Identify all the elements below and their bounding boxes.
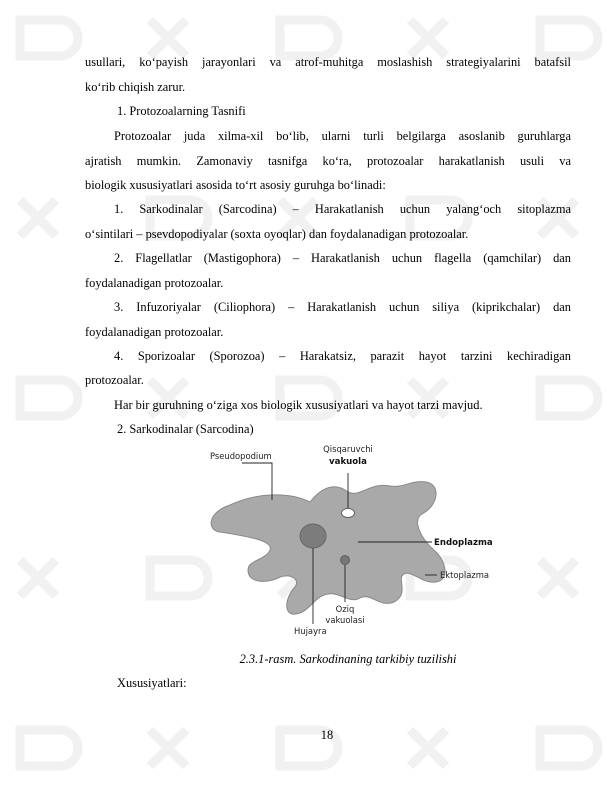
label-pseudopodium: Pseudopodium (210, 451, 272, 461)
list-item: 4. Sporizoalar (Sporozoa) – Harakatsiz, parazit hayot tarzini kechiradigan (114, 349, 571, 363)
paragraph-line: ko‘rib chiqish zarur. (85, 80, 186, 94)
list-item-continuation: foydalanadigan protozoalar. (85, 325, 224, 339)
list-item-continuation: protozoalar. (85, 373, 144, 387)
contractile-vacuole (342, 509, 355, 518)
paragraph-line: Protozoalar juda xilma-xil bo‘lib, ularni turli belgilarga asoslanib guruhlarga (114, 129, 571, 143)
amoeba-diagram (200, 442, 510, 642)
amoeba-cell-body (211, 482, 445, 614)
label-oziq-line1: Oziq (335, 604, 355, 614)
section-heading: 2. Sarkodinalar (Sarcodina) (117, 422, 254, 436)
list-item: 3. Infuzoriyalar (Ciliophora) – Harakatlanish uchun siliya (kiprikchalar) dan (114, 300, 571, 314)
label-vakuola-line2: vakuola (329, 457, 367, 467)
pseudopodium-pointer (242, 463, 272, 500)
list-item-continuation: o‘sintilari – psevdopodiyalar (soxta oyoqlar) dan foydalanadigan protozoalar. (85, 227, 469, 241)
nucleus (300, 524, 326, 548)
paragraph-line: ajratish mumkin. Zamonaviy tasnifga ko‘ra, protozoalar harakatlanish usuli va (85, 154, 571, 168)
paragraph-line: Xususiyatlari: (117, 676, 187, 690)
paragraph-line: biologik xususiyatlari asosida to‘rt asosiy guruhga bo‘linadi: (85, 178, 386, 192)
label-endoplazma: Endoplazma (434, 538, 493, 548)
figure-caption: 2.3.1-rasm. Sarkodinaning tarkibiy tuzilishi (239, 652, 457, 666)
paragraph-line: usullari, ko‘payish jarayonlari va atrof-muhitga moslashish strategiyalarini batafsil (85, 55, 571, 69)
list-item: 1. Sarkodinalar (Sarcodina) – Harakatlanish uchun yalang‘och sitoplazma (114, 202, 571, 216)
section-heading: 1. Protozoalarning Tasnifi (117, 104, 246, 118)
list-item: 2. Flagellatlar (Mastigophora) – Harakatlanish uchun flagella (qamchilar) dan (114, 251, 571, 265)
label-vakuola-line1: Qisqaruvchi (323, 444, 373, 454)
paragraph-line: Har bir guruhning o‘ziga xos biologik xususiyatlari va hayot tarzi mavjud. (114, 398, 483, 412)
list-item-continuation: foydalanadigan protozoalar. (85, 276, 224, 290)
label-hujayra: Hujayra (294, 626, 327, 636)
label-ektoplazma: Ektoplazma (440, 570, 490, 580)
food-vacuole (341, 556, 350, 565)
page-number: 18 (320, 728, 334, 742)
label-oziq-line2: vakuolasi (325, 615, 365, 625)
